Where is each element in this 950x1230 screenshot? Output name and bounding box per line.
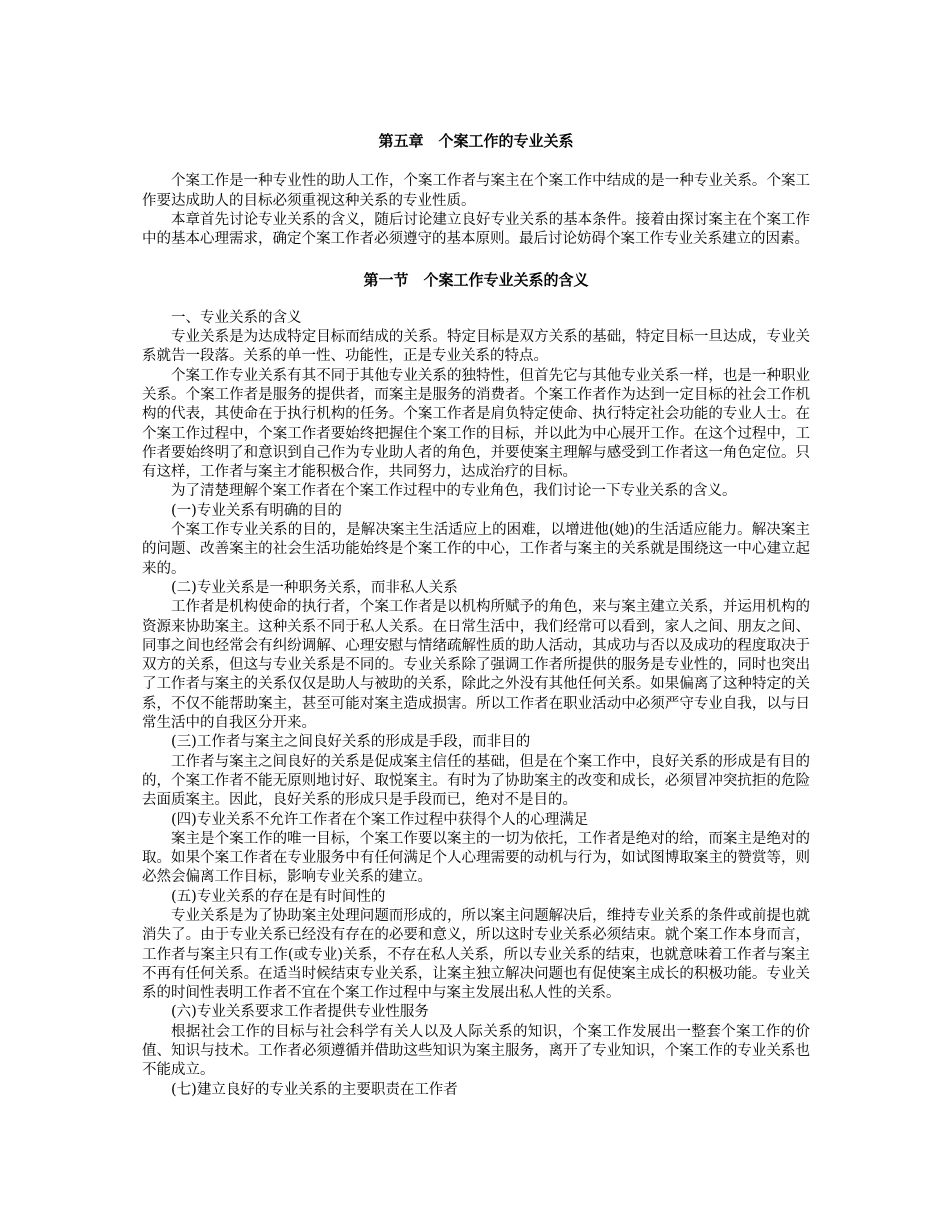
- paragraph: 为了清楚理解个案工作者在个案工作过程中的专业角色，我们讨论一下专业关系的含义。: [171, 483, 737, 500]
- paragraph: 工作者是机构使命的执行者，个案工作者是以机构所赋予的角色，来与案主建立关系，并运用机构的资源来协助案主。这种关系不同于私人关系。在日常生活中，我们经常可以看到，家人之间、朋友之间、同事之间也经常会有纠纷调解、心理安慰与情绪疏解性质的助人活动，其成功与否以及成功的程度取决于双方的关系，但这与专业关系是不同的。专业关系除了强调工作者所提供的服务是专业性的，同时也突出了工作者与案主的关系仅仅是助人与被助的关系，除此之外没有其他任何关系。如果偏离了这种特定的关系，不仅不能帮助案主，甚至可能对案主造成损害。所以工作者在职业活动中必须严守专业自我，以与日常生活中的自我区分开来。: [142, 599, 810, 732]
- paragraph: 个案工作专业关系有其不同于其他专业关系的独特性，但首先它与其他专业关系一样，也是一种职业关系。个案工作者是服务的提供者，而案主是服务的消费者。个案工作者作为达到一定目标的社会工作机构的代表，其使命在于执行机构的任务。个案工作者是肩负特定使命、执行特定社会功能的专业人士。在个案工作过程中，个案工作者要始终把握住个案工作的目标，并以此为中心展开工作。在这个过程中，工作者要始终明了和意识到自己作为专业助人者的角色，并要使案主理解与感受到工作者这一角色定位。只有这样，工作者与案主才能积极合作，共同努力，达成治疗的目标。: [142, 367, 810, 481]
- intro-paragraph-1: 个案工作是一种专业性的助人工作，个案工作者与案主在个案工作中结成的是一种专业关系。个案工作要达成助人的目标必须重视这种关系的专业性质。: [142, 173, 810, 209]
- document-page: [142, 132, 810, 1100]
- paragraph: 个案工作专业关系的目的，是解决案主生活适应上的困难，以增进他(她)的生活适应能力。解决案主的问题、改善案主的社会生活功能始终是个案工作的中心，工作者与案主的关系就是围绕这一中心建立起来的。: [142, 522, 810, 577]
- subheading: (五)专业关系的存在是有时间性的: [171, 888, 386, 905]
- subheading: (三)工作者与案主之间良好关系的形成是手段，而非目的: [171, 734, 531, 751]
- subheading: (一)专业关系有明确的目的: [171, 502, 342, 519]
- section-title: 第一节 个案工作专业关系的含义: [363, 271, 589, 290]
- paragraph: 根据社会工作的目标与社会科学有关人以及人际关系的知识，个案工作发展出一整套个案工作的价值、知识与技术。工作者必须遵循并借助这些知识为案主服务，离开了专业知识，个案工作的专业关系也不能成立。: [142, 1023, 810, 1079]
- paragraph: 专业关系是为了协助案主处理问题而形成的，所以案主问题解决后，维持专业关系的条件或前提也就消失了。由于专业关系已经没有存在的必要和意义，所以这时专业关系必须结束。就个案工作本身而言，工作者与案主只有工作(或专业)关系，不存在私人关系，所以专业关系的结束，也就意味着工作者与案主不再有任何关系。在适当时候结束专业关系，让案主独立解决问题也有促使案主成长的积极功能。专业关系的时间性表明工作者不宜在个案工作过程中与案主发展出私人性的关系。: [142, 907, 810, 1002]
- subheading: (二)专业关系是一种职务关系，而非私人关系: [171, 579, 458, 596]
- subheading-1: 一、专业关系的含义: [171, 309, 302, 326]
- paragraph: 案主是个案工作的唯一目标，个案工作要以案主的一切为依托，工作者是绝对的给，而案主是绝对的取。如果个案工作者在专业服务中有任何满足个人心理需要的动机与行为，如试图博取案主的赞赏等，则必然会偏离工作目标，影响专业关系的建立。: [142, 830, 810, 886]
- paragraph: 工作者与案主之间良好的关系是促成案主信任的基础，但是在个案工作中，良好关系的形成是有目的的，个案工作者不能无原则地讨好、取悦案主。有时为了协助案主的改变和成长，必须冒冲突抗拒的危险去面质案主。因此，良好关系的形成只是手段而已，绝对不是目的。: [142, 753, 810, 809]
- subheading: (六)专业关系要求工作者提供专业性服务: [171, 1004, 429, 1021]
- chapter-title: 第五章 个案工作的专业关系: [378, 132, 574, 150]
- subheading: (七)建立良好的专业关系的主要职责在工作者: [171, 1081, 458, 1098]
- paragraph: 专业关系是为达成特定目标而结成的关系。特定目标是双方关系的基础，特定目标一旦达成，专业关系就告一段落。关系的单一性、功能性，正是专业关系的特点。: [142, 329, 810, 365]
- subheading: (四)专业关系不允许工作者在个案工作过程中获得个人的心理满足: [171, 811, 589, 828]
- intro-paragraph-2: 本章首先讨论专业关系的含义，随后讨论建立良好专业关系的基本条件。接着由探讨案主在个案工作中的基本心理需求，确定个案工作者必须遵守的基本原则。最后讨论妨碍个案工作专业关系建立的因素。: [142, 211, 810, 248]
